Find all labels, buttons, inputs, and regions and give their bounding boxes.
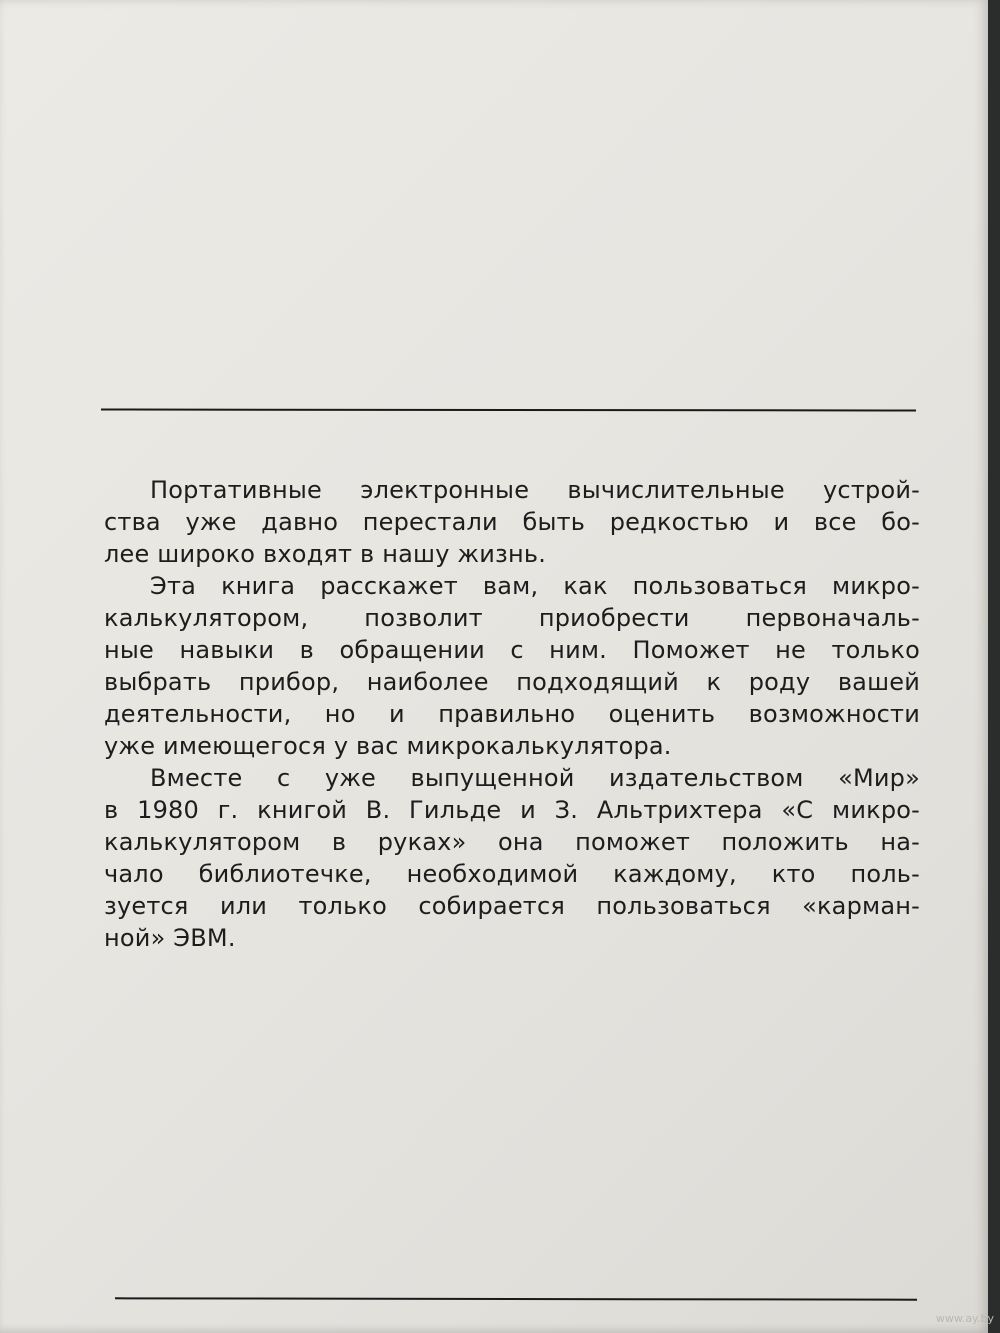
text-line: калькулятором в руках» она поможет положить на- [104, 828, 920, 856]
text-line: в 1980 г. книгой В. Гильде и З. Альтрихтера «С микро- [104, 796, 920, 824]
text-line: калькулятором, позволит приобрести первоначаль- [104, 604, 920, 632]
paragraph-3 [104, 762, 920, 954]
text-line: ной» ЭВМ. [104, 924, 236, 952]
text-line: Эта книга расскажет вам, как пользоваться микро- [150, 572, 920, 600]
text-line: ные навыки в обращении с ним. Поможет не только [104, 636, 920, 664]
text-line: Портативные электронные вычислительные устрой- [150, 476, 920, 504]
text-line: выбрать прибор, наиболее подходящий к роду вашей [104, 668, 920, 696]
site-watermark: www.ay.by [935, 1312, 994, 1325]
bottom-divider-line [115, 1297, 917, 1300]
annotation-text [104, 474, 920, 954]
text-line: чало библиотечке, необходимой каждому, кто поль- [104, 860, 920, 888]
paragraph-1 [104, 474, 920, 570]
paragraph-2 [104, 570, 920, 762]
text-line: уже имеющегося у вас микрокалькулятора. [104, 732, 672, 760]
text-line: деятельности, но и правильно оценить возможности [104, 700, 920, 728]
top-divider-line [101, 409, 916, 412]
text-line: зуется или только собирается пользоваться «карман- [104, 892, 920, 920]
text-line: лее широко входят в нашу жизнь. [104, 540, 547, 568]
text-line: ства уже давно перестали быть редкостью и все бо- [104, 508, 920, 536]
text-line: Вместе с уже выпущенной издательством «Мир» [150, 764, 920, 792]
